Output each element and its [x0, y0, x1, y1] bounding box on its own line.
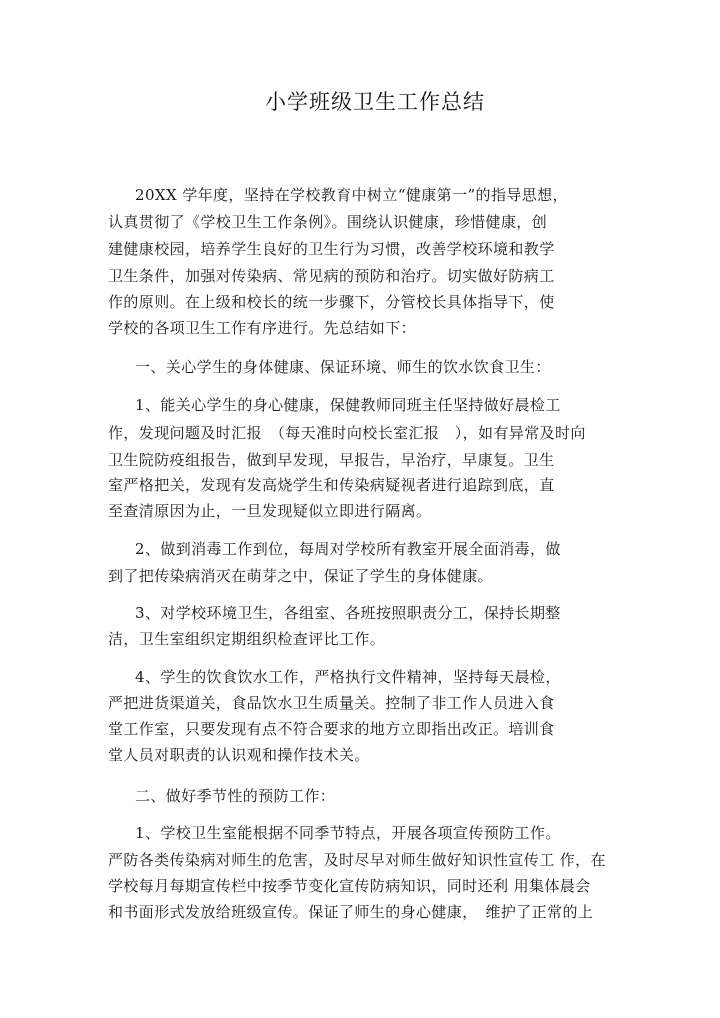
paragraph-line: 1、学校卫生室能根据不同季节特点，开展各项宣传预防工作。 [135, 824, 561, 842]
paragraph-line: 室严格把关，发现有发高烧学生和传染病疑视者进行追踪到底，直 [108, 476, 555, 494]
paragraph-line: 学校的各项卫生工作有序进行。先总结如下： [108, 319, 417, 337]
paragraph-line: 建健康校园，培养学生良好的卫生行为习惯，改善学校环境和教学 [108, 240, 555, 258]
paragraph-line: 至查清原因为止，一旦发现疑似立即进行隔离。 [108, 502, 432, 520]
paragraph-line: 20XX 学年度，坚持在学校教育中树立“健康第一”的指导思想， [135, 186, 568, 204]
paragraph-line: 4、学生的饮食饮水工作，严格执行文件精神，坚持每天晨检， [135, 668, 561, 686]
paragraph-line: 到了把传染病消灭在萌芽之中，保证了学生的身体健康。 [108, 567, 494, 585]
section-heading: 二、做好季节性的预防工作： [135, 787, 336, 805]
document-title: 小学班级卫生工作总结 [265, 90, 485, 114]
section-heading: 一、关心学生的身体健康、保证环境、师生的饮水饮食卫生： [135, 358, 551, 376]
paragraph-line: 作的原则。在上级和校长的统一步骤下，分管校长具体指导下，使 [108, 293, 555, 311]
paragraph-line: 严把进货渠道关，食品饮水卫生质量关。控制了非工作人员进入食 [108, 694, 555, 712]
paragraph-line: 堂工作室，只要发现有点不符合要求的地方立即指出改正。培训食 [108, 720, 555, 738]
paragraph-line: 认真贯彻了《学校卫生工作条例》。围绕认识健康，珍惜健康，创 [108, 213, 548, 231]
paragraph-line: 洁，卫生室组织定期组织检查评比工作。 [108, 630, 386, 648]
paragraph-line: 堂人员对职责的认识观和操作技术关。 [108, 746, 370, 764]
paragraph-line: 1、能关心学生的身心健康，保健教师同班主任坚持做好晨检工 [135, 396, 561, 414]
paragraph-line: 和书面形式发放给班级宣传。保证了师生的身心健康， 维护了正常的上 [108, 903, 594, 921]
paragraph-line: 卫生条件，加强对传染病、常见病的预防和治疗。切实做好防病工 [108, 267, 555, 285]
paragraph-line: 学校每月每期宣传栏中按季节变化宣传防病知识，同时还利 用集体晨会 [108, 877, 591, 895]
paragraph-line: 严防各类传染病对师生的危害，及时尽早对师生做好知识性宣传工 作，在 [108, 851, 606, 869]
paragraph-line: 3、对学校环境卫生，各组室、各班按照职责分工，保持长期整 [135, 604, 561, 622]
paragraph-line: 作，发现问题及时汇报 （每天准时向校长室汇报 ），如有异常及时向 [108, 424, 586, 442]
paragraph-line: 卫生院防疫组报告，做到早发现，早报告，早治疗，早康复。卫生 [108, 451, 555, 469]
paragraph-line: 2、做到消毒工作到位，每周对学校所有教室开展全面消毒，做 [135, 540, 561, 558]
